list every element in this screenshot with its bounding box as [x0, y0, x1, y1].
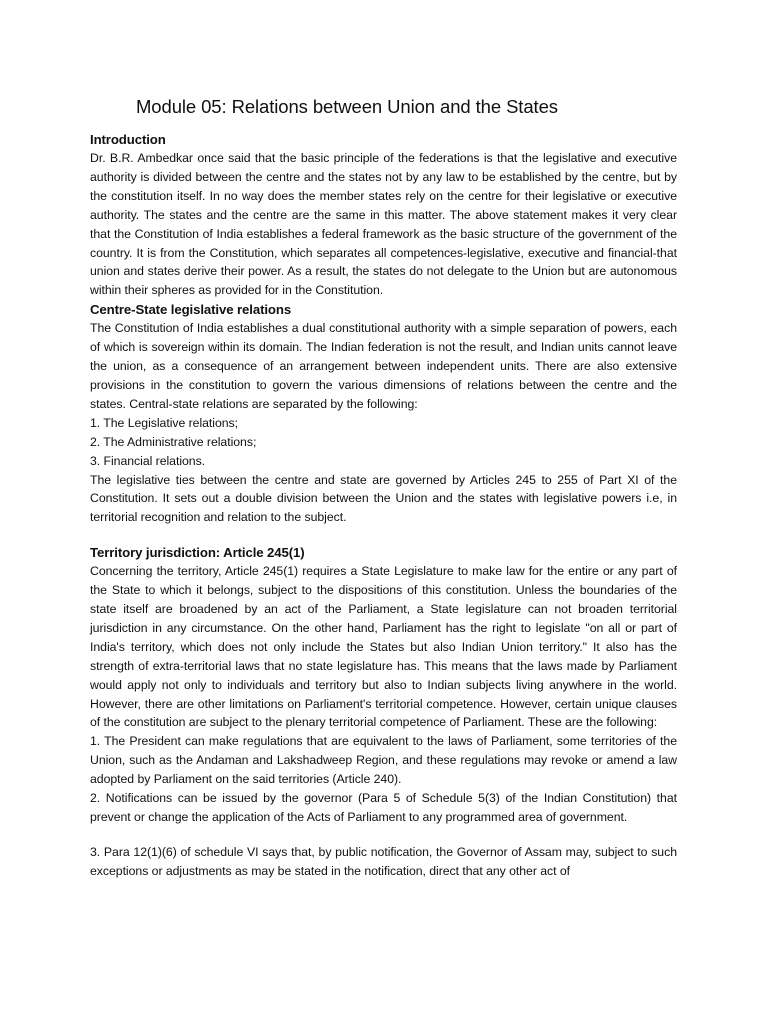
legislative-relations-paragraph: The Constitution of India establishes a dual constitutional authority with a simple separation of powers, each of which is sovereign within its domain. The Indian federation is not the result, and Indian units cannot leave the union, as a consequence of an arrangement between independent units. There are also extensive provisions in the constitution to govern the various dimensions of relations between the centre and the states. Central-state relations are separated by the following: [90, 321, 677, 411]
list-item: 3. Financial relations. [90, 453, 206, 468]
territory-jurisdiction-heading: Territory jurisdiction: Article 245(1) [90, 545, 305, 561]
territory-point-2: 2. Notifications can be issued by the governor (Para 5 of Schedule 5(3) of the Indian Constitution) that prevent or change the application of the Acts of Parliament to any programmed area of government. [90, 791, 677, 824]
territory-paragraph: Concerning the territory, Article 245(1) requires a State Legislature to make law for the entire or any part of the State to which it belongs, subject to the dispositions of this constitution. Unless the boundaries of the state itself are broadened by an act of the Parliament, a State legislature can not broaden territorial jurisdiction in any circumstance. On the other hand, Parliament has the right to legislate "on all or part of India's territory, which does not only include the States but also Indian Union territory." It also has the strength of extra-territorial laws that no state legislature has. This means that the laws made by Parliament would apply not only to individuals and territory but also to Indian subjects living anywhere in the world. However, there are other limitations on Parliament's territorial competence. However, certain unique clauses of the constitution are subject to the plenary territorial competence of Parliament. These are the following: [90, 564, 677, 730]
spacer [90, 827, 677, 843]
introduction-heading: Introduction [90, 132, 166, 147]
territory-point-1: 1. The President can make regulations that are equivalent to the laws of Parliament, some territories of the Union, such as the Andaman and Lakshadweep Region, and these regulations may revoke or amend a law adopted by Parliament on the said territories (Article 240). [90, 734, 677, 787]
spacer [90, 527, 677, 543]
legislative-ties-paragraph: The legislative ties between the centre and state are governed by Articles 245 to 255 of Part XI of the Constitution. It sets out a double division between the Union and the states with legislative powers i.e, in territorial recognition and relation to the subject. [90, 472, 677, 525]
introduction-paragraph: Dr. B.R. Ambedkar once said that the basic principle of the federations is that the legislative and executive authority is divided between the centre and the states not by any law to be established by the centre, but by the constitution itself. In no way does the member states rely on the centre for their legislative or executive authority. The states and the centre are the same in this matter. The above statement makes it very clear that the Constitution of India establishes a federal framework as the basic structure of the government of the country. It is from the Constitution, which separates all competences-legislative, executive and financial-that union and states derive their power. As a result, the states do not delegate to the Union but are autonomous within their spheres as provided for in the Constitution. [90, 151, 677, 298]
page-title: Module 05: Relations between Union and the States [136, 96, 558, 117]
legislative-relations-heading: Centre-State legislative relations [90, 302, 292, 318]
territory-point-3: 3. Para 12(1)(6) of schedule VI says that, by public notification, the Governor of Assam may, subject to such exceptions or adjustments as may be stated in the notification, direct that any other act of [90, 844, 677, 878]
list-item: 2. The Administrative relations; [90, 434, 257, 449]
list-item: 1. The Legislative relations; [90, 415, 239, 430]
document-body [90, 130, 677, 881]
